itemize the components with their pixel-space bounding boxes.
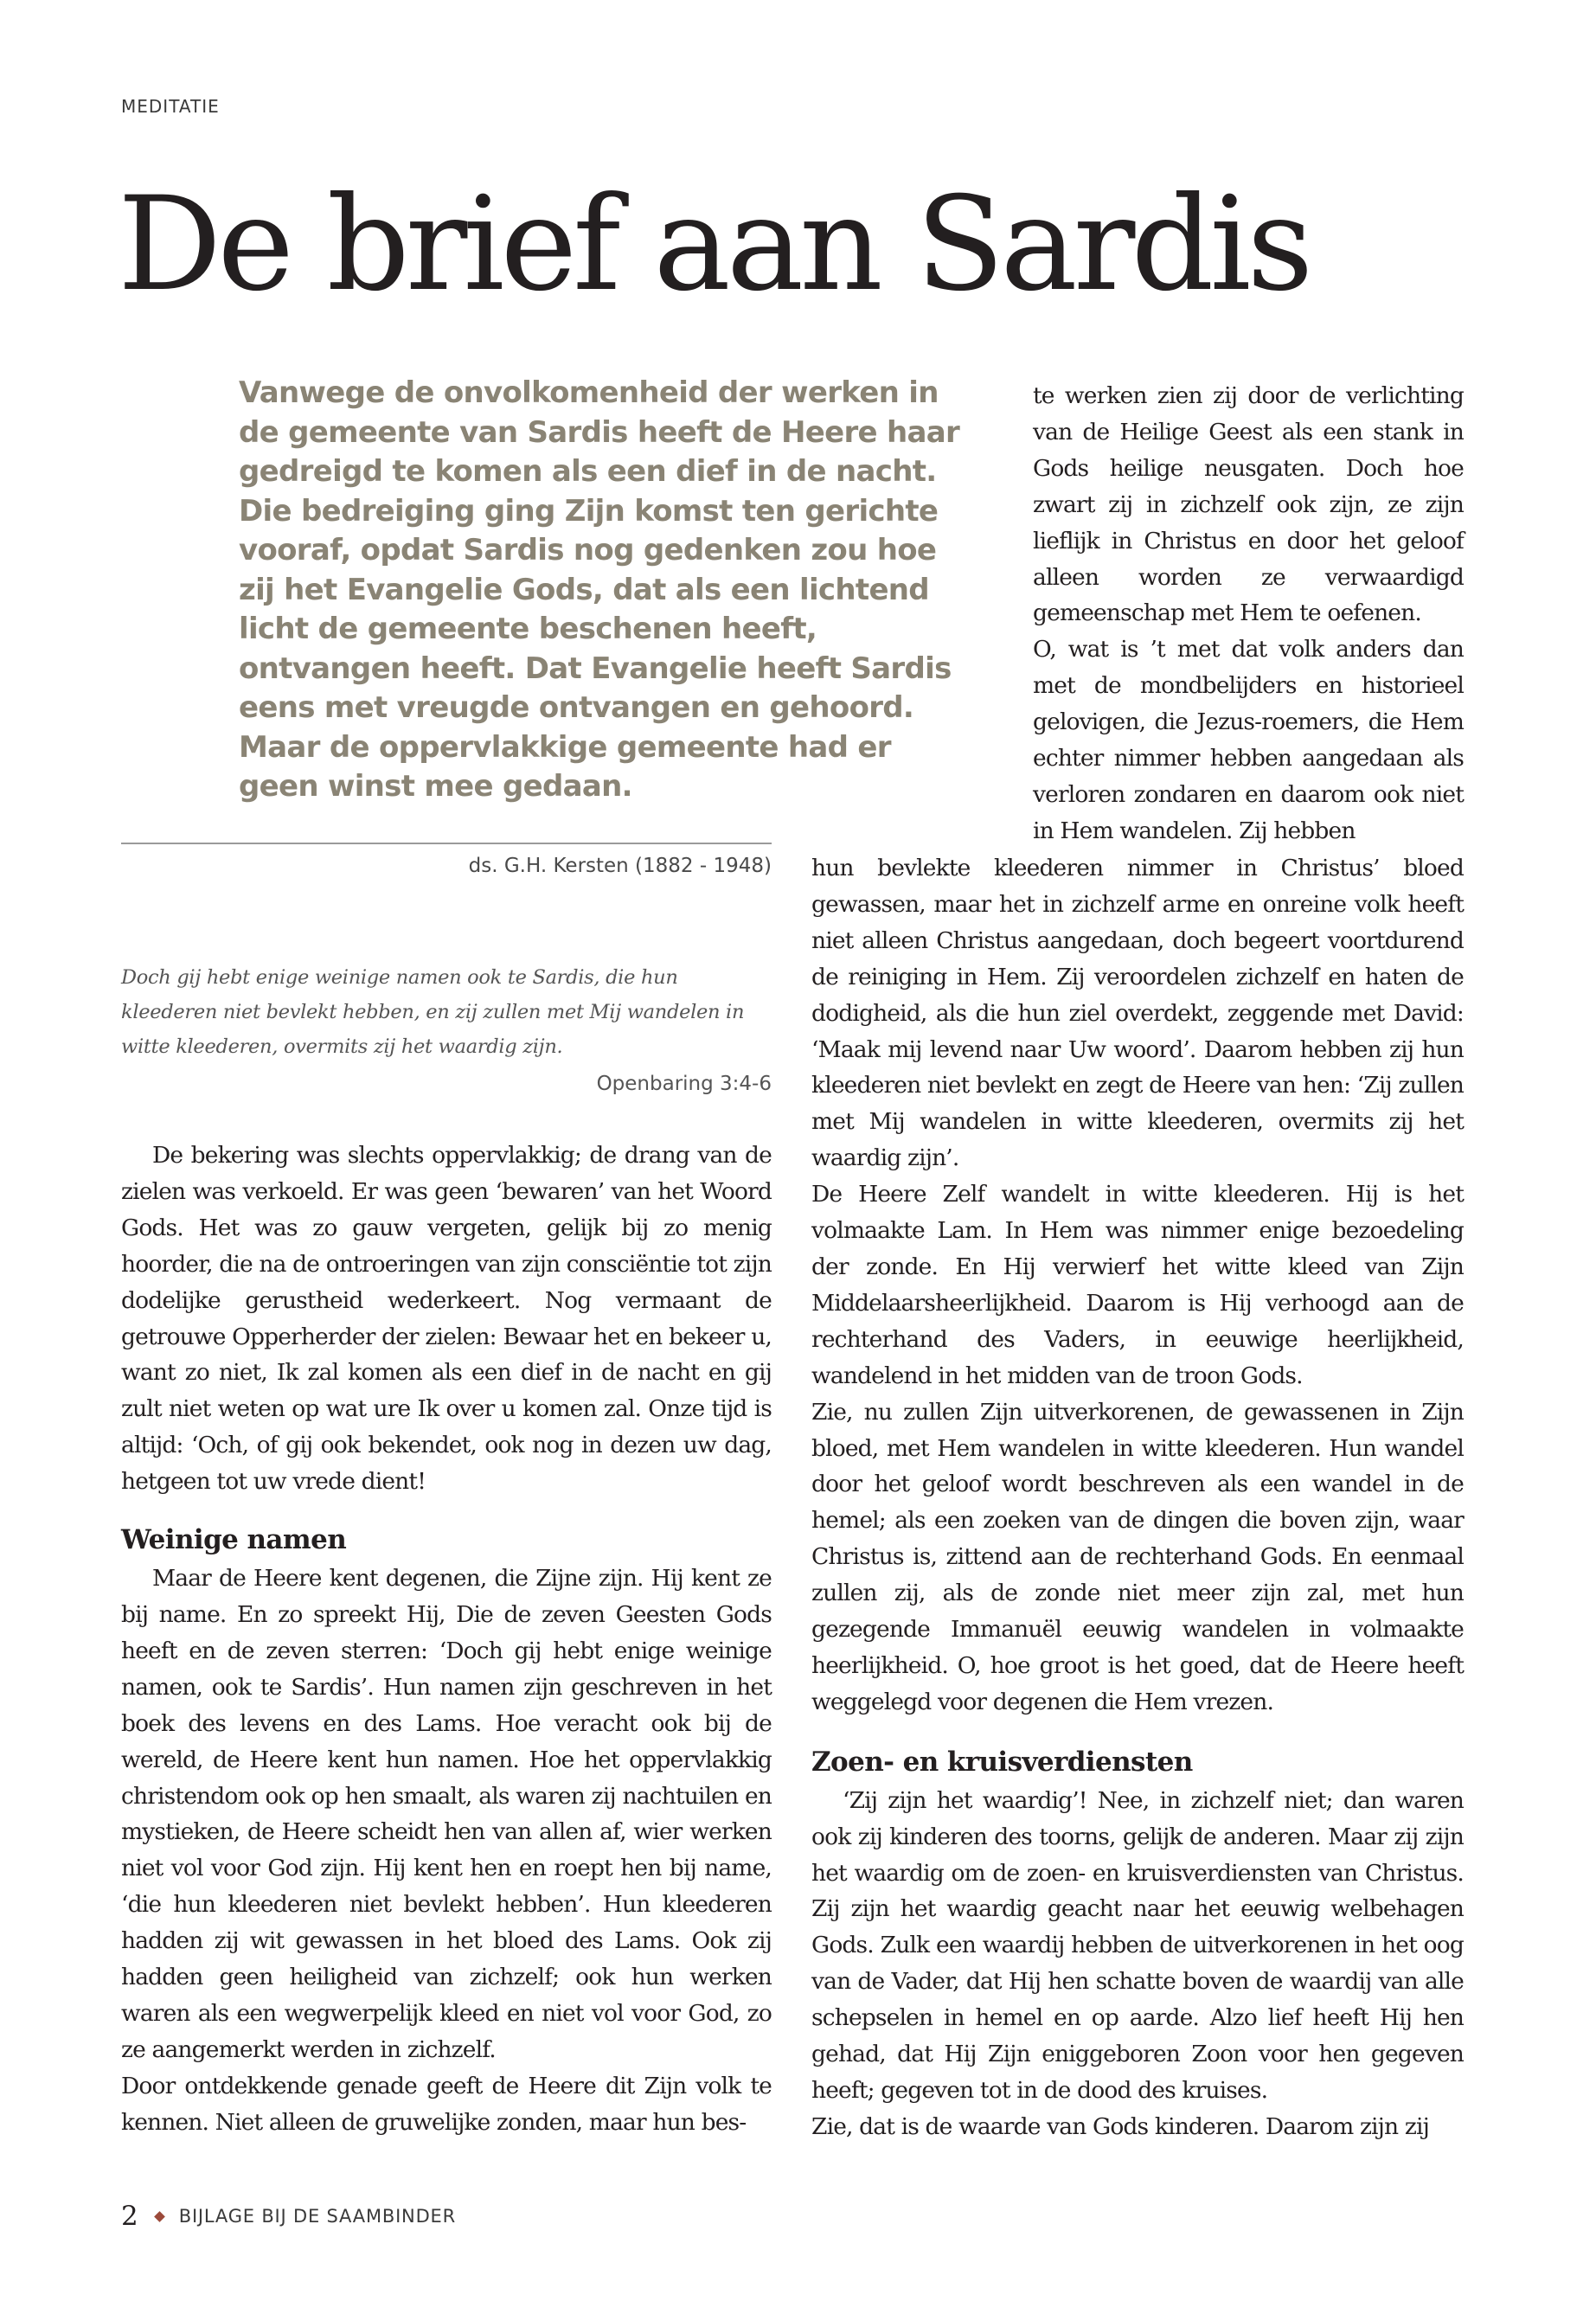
diamond-icon [154, 2211, 165, 2222]
scripture-reference: Openbaring 3:4-6 [596, 1073, 772, 1095]
scripture-quote: Doch gij hebt enige weinige namen ook te Sardis, die hun kleederen niet bevlekt hebben, en zij zullen met Mij wandelen in witte kleederen, overmits zij het waardig zijn. [121, 966, 745, 1058]
body-paragraph: O, wat is ’t met dat volk anders dan met de mondbelijders en historieel gelovigen, die Jezus-roemers, die Hem echter nimmer hebben aangedaan als verloren zondaren en daarom ook niet in Hem wandelen. Zij hebben [1033, 636, 1464, 844]
page-footer [121, 2201, 456, 2232]
body-paragraph: hun bevlekte kleederen nimmer in Christus’ bloed gewassen, maar het in zichzelf arme en onreine volk heeft niet alleen Christus aangedaan, doch begeert voortdurend de reiniging in Hem. Zij veroordelen zichzelf en haten de dodigheid, als die hun ziel overdekt, zeggende met David: ‘Maak mij levend naar Uw woord’. Daarom hebben zij hun kleederen niet bevlekt en zegt de Heere van hen: ‘Zij zullen met Mij wandelen in witte kleederen, overmits zij het waardig zijn’. [811, 855, 1464, 1172]
body-paragraph: Door ontdekkende genade geeft de Heere dit Zijn volk te kennen. Niet alleen de gruwelijke zonden, maar hun bes- [121, 2072, 772, 2136]
body-paragraph: Zie, nu zullen Zijn uitverkorenen, de gewassenen in Zijn bloed, met Hem wandelen in witte kleederen. Hun wandel door het geloof wordt beschreven als een wandel in de hemel; als een zoeken van de dingen die boven zijn, waar Christus is, zittend aan de rechterhand Gods. En eenmaal zullen zij, als de zonde niet meer zijn zal, met hun gezegende Immanuël eeuwig wandelen in volmaakte heerlijkheid. O, hoe groot is het goed, dat de Heere heeft weggelegd voor degenen die Hem vrezen. [811, 1398, 1464, 1715]
section-heading: Zoen- en kruisverdiensten [811, 1746, 1193, 1778]
body-paragraph: Zie, dat is de waarde van Gods kinderen. Daarom zijn zij [811, 2112, 1429, 2140]
section-heading: Weinige namen [121, 1524, 347, 1556]
body-paragraph: ‘Zij zijn het waardig’! Nee, in zichzelf niet; dan waren ook zij kinderen des toorns, gelijk de anderen. Maar zij zijn het waardig om de zoen- en kruisverdiensten van Christus. Zij zijn het waardig geacht naar het eeuwig welbehagen Gods. Zulk een waardij hebben de uitverkorenen in het oog van de Vader, dat Hij hen schatte boven de waardij van alle schepselen in hemel en op aarde. Alzo lief heeft Hij hen gehad, dat Hij Zijn eniggeboren Zoon voor hen gegeven heeft; gegeven tot in de dood des kruises. [811, 1786, 1464, 2104]
divider [121, 843, 772, 844]
body-paragraph: De Heere Zelf wandelt in witte kleederen. Hij is het volmaakte Lam. In Hem was nimmer enige bezoedeling der zonde. En Hij verwierf het witte kleed van Zijn Middelaarsheerlijkheid. Daarom is Hij verhoogd aan de rechterhand des Vaders, in eeuwige heerlijkheid, wandelend in het midden van de troon Gods. [811, 1181, 1464, 1389]
body-column-left [121, 1138, 772, 2141]
article-title: De brief aan Sardis [118, 170, 1310, 320]
body-paragraph: Maar de Heere kent degenen, die Zijne zijn. Hij kent ze bij name. En zo spreekt Hij, Die de zeven Geesten Gods heeft en de zeven sterren: ‘Doch gij hebt enige weinige namen, ook te Sardis’. Hun namen zijn geschreven in het boek des levens en des Lams. Hoe veracht ook bij de wereld, de Heere kent hun namen. Hoe het oppervlakkig christendom ook op hen smaalt, als waren zij nachtuilen en mystieken, de Heere scheidt hen van allen af, wier werken niet vol voor God zijn. Hij kent hen en roept hen bij name, ‘die hun kleederen niet bevlekt hebben’. Hun kleederen hadden zij wit gewassen in het bloed des Lams. Ook zij hadden geen heiligheid van zichzelf; ook hun werken waren als een wegwerpelijk kleed en niet vol voor God, zo ze aangemerkt werden in zichzelf. [121, 1565, 772, 2063]
page-number: 2 [121, 2201, 138, 2232]
body-paragraph: te werken zien zij door de verlichting van de Heilige Geest als een stank in Gods heilige neusgaten. Doch hoe zwart zij in zichzelf ook zijn, ze zijn lieflijk in Christus en door het geloof alleen worden ze verwaardigd gemeenschap met Hem te oefenen. [1033, 382, 1464, 627]
body-column-right [811, 850, 1464, 2145]
article-lead: Vanwege de onvolkomenheid der werken in de gemeente van Sardis heeft de Heere haar gedreigd te komen als een dief in de nacht. Die bedreiging ging Zijn komst ten gerichte vooraf, opdat Sardis nog gedenken zou hoe zij het Evangelie Gods, dat als een lichtend licht de gemeente beschenen heeft, ontvangen heeft. Dat Evangelie heeft Sardis eens met vreugde ontvangen en gehoord. Maar de oppervlakkige gemeente had er geen winst mee gedaan. [239, 375, 960, 804]
section-label: MEDITATIE [121, 96, 220, 117]
body-paragraph: De bekering was slechts oppervlakkig; de drang van de zielen was verkoeld. Er was geen ‘bewaren’ van het Woord Gods. Het was zo gauw vergeten, gelijk bij zo menig hoorder, die na de ontroeringen van zijn consciëntie tot zijn dodelijke gerustheid wederkeert. Nog vermaant de getrouwe Opperherder der zielen: Bewaar het en bekeer u, want zo niet, Ik zal komen als een dief in de nacht en gij zult niet weten op wat ure Ik over u komen zal. Onze tijd is altijd: ‘Och, of gij ook bekendet, ook nog in dezen uw dag, hetgeen tot uw vrede dient! [121, 1142, 772, 1496]
body-column-right-top [1033, 378, 1464, 849]
publication-name: BIJLAGE BIJ DE SAAMBINDER [178, 2206, 456, 2227]
author-credit: ds. G.H. Kersten (1882 - 1948) [468, 855, 772, 877]
